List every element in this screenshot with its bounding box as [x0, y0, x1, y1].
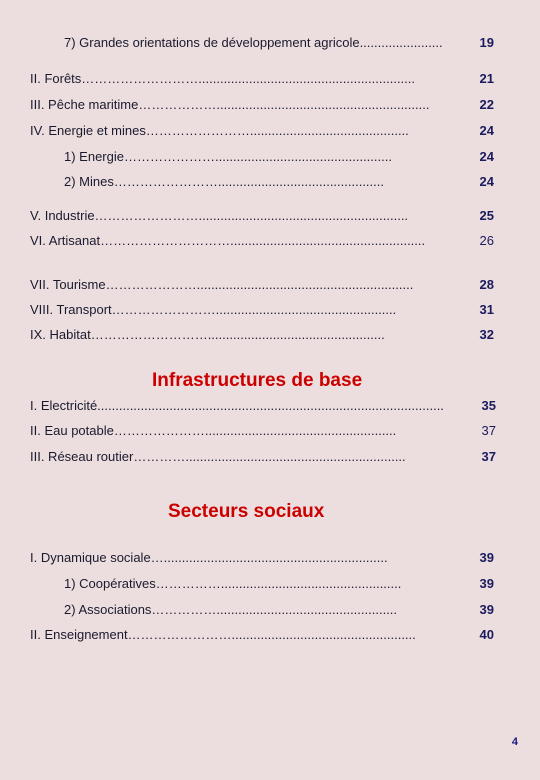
section-heading-secteurs-sociaux: Secteurs sociaux: [168, 501, 325, 522]
toc-entry-energie-mines: [30, 123, 409, 138]
toc-entry-mines: [64, 174, 384, 189]
toc-page-number: 37: [481, 423, 496, 438]
toc-entry-text: VI. Artisanat…………………………......................................................: [30, 233, 426, 248]
toc-page-number: 26: [479, 233, 494, 248]
toc-page-number: 39: [479, 550, 494, 565]
toc-page-number: 21: [479, 71, 494, 86]
toc-page-number: 37: [481, 449, 496, 464]
toc-page-number: 19: [479, 35, 494, 50]
toc-entry-text: 2) Mines……………………..............................................: [64, 174, 384, 189]
toc-page-number: 28: [479, 277, 494, 292]
page-number: 4: [511, 736, 518, 748]
toc-entry-text: IX. Habitat……………………….................................................: [30, 327, 385, 342]
toc-entry-energie: [64, 149, 392, 164]
toc-page-number: 25: [479, 208, 494, 223]
toc-entry-text: VIII. Transport……………………..................................................: [30, 302, 397, 317]
toc-entry-transport: [30, 302, 396, 317]
toc-page-number: 35: [481, 398, 496, 413]
toc-entry-text: 1) Energie………………….................................................: [64, 149, 392, 164]
toc-entry-eau-potable: [30, 423, 396, 438]
toc-entry-text: II. Enseignement……………………...................................................: [30, 627, 416, 642]
toc-entry-enseignement: [30, 627, 416, 642]
toc-entry-text: 1) Coopératives……………..................................................: [64, 576, 402, 591]
toc-entry-forets: [30, 71, 415, 86]
toc-entry-orientations: [64, 35, 443, 50]
toc-entry-tourisme: [30, 277, 413, 292]
toc-entry-electricite: [30, 398, 444, 413]
toc-entry-industrie: [30, 208, 408, 223]
toc-page-number: 24: [479, 174, 494, 189]
toc-entry-peche: [30, 97, 429, 112]
toc-entry-text: III. Pêche maritime………………...........................................................: [30, 97, 430, 112]
toc-entry-text: II. Eau potable………………….....................................................: [30, 423, 397, 438]
toc-page-number: 24: [479, 123, 494, 138]
toc-entry-text: I. Electricité................................................................................................: [30, 398, 444, 413]
section-heading-infrastructures: Infrastructures de base: [152, 370, 363, 391]
toc-entry-artisanat: [30, 233, 425, 248]
toc-page-number: 22: [479, 97, 494, 112]
toc-entry-text: 2) Associations……………..................................................: [64, 602, 398, 617]
toc-entry-associations: [64, 602, 397, 617]
toc-page-number: 31: [479, 302, 494, 317]
toc-entry-text: VII. Tourisme…………………............................................................: [30, 277, 414, 292]
toc-page-number: 40: [479, 627, 494, 642]
toc-entry-dynamique-sociale: [30, 550, 388, 565]
toc-entry-text: IV. Energie et mines……………………............................................: [30, 123, 409, 138]
toc-page-number: 32: [479, 327, 494, 342]
toc-page-number: 39: [479, 602, 494, 617]
toc-entry-text: V. Industrie……………………..........................................................: [30, 208, 409, 223]
toc-entry-text: 7) Grandes orientations de développement agricole.......................: [64, 35, 443, 50]
toc-page-number: 24: [479, 149, 494, 164]
toc-page-number: 39: [479, 576, 494, 591]
toc-entry-reseau-routier: [30, 449, 406, 464]
toc-entry-cooperatives: [64, 576, 401, 591]
toc-entry-text: III. Réseau routier………….............................................................: [30, 449, 406, 464]
toc-entry-text: II. Forêts………………………............................................................: [30, 71, 415, 86]
toc-entry-text: I. Dynamique sociale…..............................................................: [30, 550, 388, 565]
toc-entry-habitat: [30, 327, 385, 342]
